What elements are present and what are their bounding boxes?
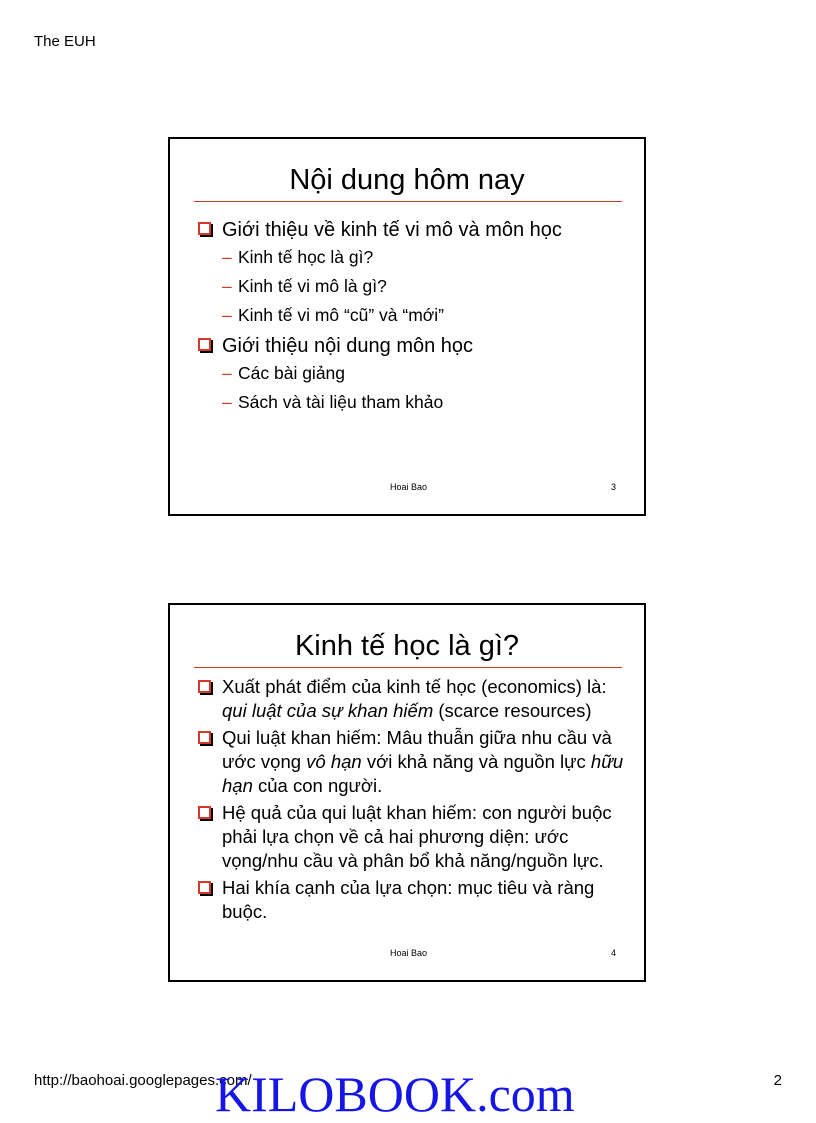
checkbox-bullet-icon bbox=[198, 806, 211, 819]
slide-footer bbox=[170, 482, 644, 496]
list-item: Giới thiệu nội dung môn học bbox=[198, 333, 626, 359]
dash-bullet-icon: – bbox=[222, 392, 232, 412]
slide-bullet-list bbox=[198, 217, 626, 420]
list-item: Xuất phát điểm của kinh tế học (economics) là: qui luật của sự khan hiếm (scarce resources) bbox=[198, 675, 626, 723]
slide-bullet-list bbox=[198, 675, 626, 927]
list-item: – Sách và tài liệu tham khảo bbox=[222, 392, 444, 412]
slide-author: Hoai Bao bbox=[390, 482, 428, 492]
list-item: Giới thiệu về kinh tế vi mô và môn học bbox=[198, 217, 626, 243]
checkbox-bullet-icon bbox=[198, 680, 211, 693]
checkbox-bullet-icon bbox=[198, 881, 211, 894]
slide-4 bbox=[168, 603, 646, 982]
list-item: – Kinh tế học là gì? bbox=[222, 247, 374, 267]
slide-3 bbox=[168, 137, 646, 516]
checkbox-bullet-icon bbox=[198, 338, 211, 351]
checkbox-bullet-icon bbox=[198, 222, 211, 235]
list-item: Hệ quả của qui luật khan hiếm: con người buộc phải lựa chọn về cả hai phương diện: ước vọng/nhu cầu và phân bổ khả năng/nguồn lực. bbox=[198, 801, 626, 873]
slide-number: 4 bbox=[610, 948, 616, 958]
watermark-logo: KILOBOOK.com bbox=[215, 1066, 575, 1122]
slide-author: Hoai Bao bbox=[390, 948, 428, 958]
list-item: – Kinh tế vi mô “cũ” và “mới” bbox=[222, 305, 444, 325]
title-divider bbox=[194, 201, 622, 202]
slide-number: 3 bbox=[610, 482, 616, 492]
checkbox-bullet-icon bbox=[198, 731, 211, 744]
page-header-label: The EUH bbox=[34, 33, 96, 50]
source-url-link[interactable]: http://baohoai.googlepages.com/ bbox=[34, 1072, 252, 1089]
slide-title: Nội dung hôm nay bbox=[289, 164, 525, 196]
list-item: Hai khía cạnh của lựa chọn: mục tiêu và ràng buộc. bbox=[198, 876, 626, 924]
page-number: 2 bbox=[773, 1072, 782, 1089]
slide-footer bbox=[170, 948, 644, 962]
slide-title: Kinh tế học là gì? bbox=[294, 630, 520, 662]
dash-bullet-icon: – bbox=[222, 363, 232, 383]
list-item: – Các bài giảng bbox=[222, 363, 346, 383]
dash-bullet-icon: – bbox=[222, 247, 232, 267]
dash-bullet-icon: – bbox=[222, 305, 232, 325]
list-item: Qui luật khan hiếm: Mâu thuẫn giữa nhu cầu và ước vọng vô hạn với khả năng và nguồn lực hữu hạn của con người. bbox=[198, 726, 626, 798]
dash-bullet-icon: – bbox=[222, 276, 232, 296]
title-divider bbox=[194, 667, 622, 668]
list-item: – Kinh tế vi mô là gì? bbox=[222, 276, 387, 296]
